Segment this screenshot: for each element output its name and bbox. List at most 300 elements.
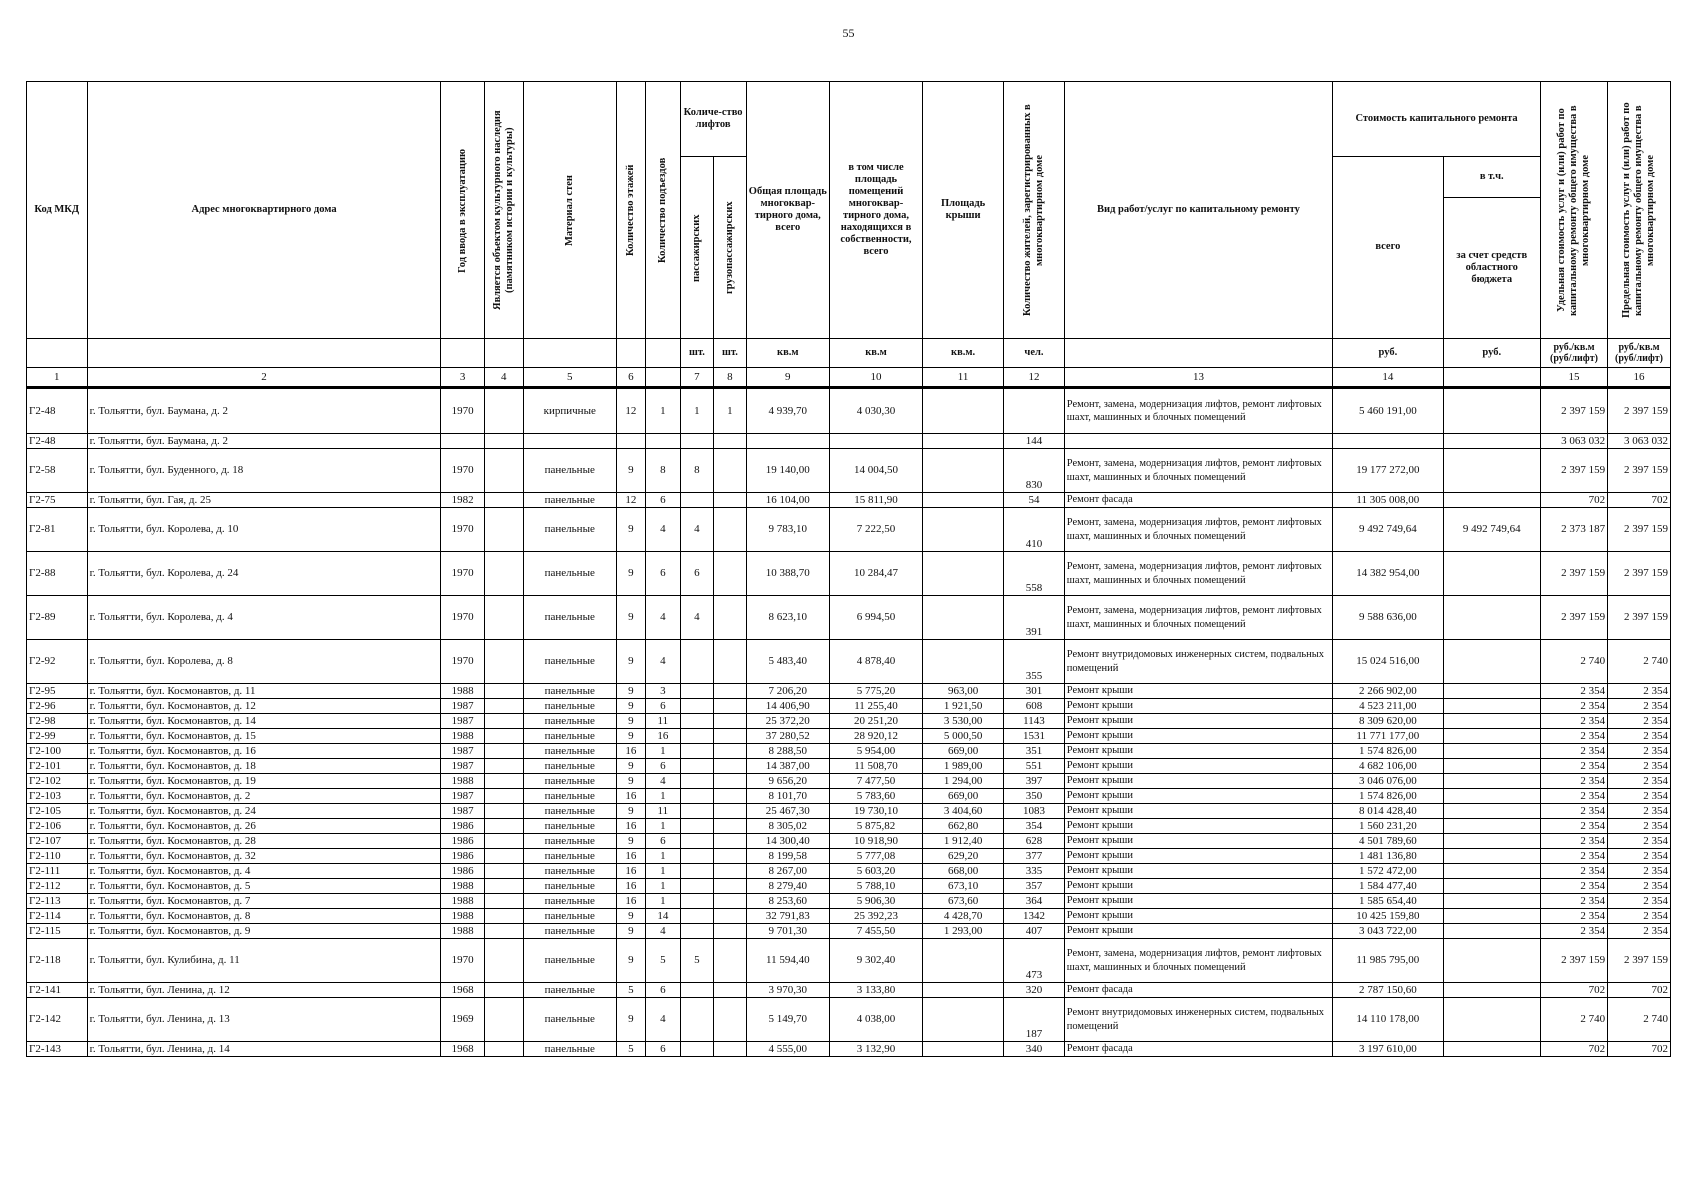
cell-heritage xyxy=(484,744,523,759)
cell-work-type: Ремонт крыши xyxy=(1064,714,1332,729)
cell-specific-cost: 2 397 159 xyxy=(1540,388,1607,434)
column-number: 3 xyxy=(441,368,484,388)
cell-residents: 54 xyxy=(1004,493,1065,508)
cell-heritage xyxy=(484,789,523,804)
cell-cargo-lifts xyxy=(714,879,746,894)
cell-residents: 830 xyxy=(1004,449,1065,493)
cell-heritage xyxy=(484,449,523,493)
cell-passenger-lifts: 4 xyxy=(680,596,714,640)
cell-roof-area: 3 404,60 xyxy=(923,804,1004,819)
cell-residents: 1143 xyxy=(1004,714,1065,729)
cell-entrances: 4 xyxy=(646,640,681,684)
cell-regional xyxy=(1443,834,1540,849)
cell-regional xyxy=(1443,789,1540,804)
cell-regional xyxy=(1443,552,1540,596)
cell-code: Г2-106 xyxy=(27,819,88,834)
cell-passenger-lifts xyxy=(680,909,714,924)
cell-regional xyxy=(1443,699,1540,714)
cell-owned-area: 10 284,47 xyxy=(829,552,922,596)
cell-entrances: 3 xyxy=(646,684,681,699)
cell-work-type xyxy=(1064,434,1332,449)
cell-code: Г2-142 xyxy=(27,998,88,1042)
cell-passenger-lifts xyxy=(680,699,714,714)
cell-total-area: 37 280,52 xyxy=(746,729,829,744)
cell-floors: 16 xyxy=(616,819,645,834)
cell-year: 1986 xyxy=(441,819,484,834)
cell-material: панельные xyxy=(523,804,616,819)
cell-floors: 16 xyxy=(616,879,645,894)
unit-area: кв.м. xyxy=(923,339,1004,368)
cell-entrances: 1 xyxy=(646,819,681,834)
column-number: 12 xyxy=(1004,368,1065,388)
cell-year: 1968 xyxy=(441,1042,484,1057)
cell-roof-area xyxy=(923,939,1004,983)
header-entrances: Количество подъездов xyxy=(656,157,668,263)
cell-regional xyxy=(1443,864,1540,879)
cell-regional xyxy=(1443,684,1540,699)
cell-specific-cost: 2 354 xyxy=(1540,774,1607,789)
cell-cargo-lifts xyxy=(714,998,746,1042)
table-row xyxy=(27,388,1671,434)
cell-regional xyxy=(1443,983,1540,998)
cell-work-type: Ремонт, замена, модернизация лифтов, ремонт лифтовых шахт, машинных и блочных помещений xyxy=(1064,449,1332,493)
cell-passenger-lifts xyxy=(680,714,714,729)
cell-roof-area: 669,00 xyxy=(923,789,1004,804)
cell-material: панельные xyxy=(523,789,616,804)
cell-material: панельные xyxy=(523,924,616,939)
cell-roof-area: 4 428,70 xyxy=(923,909,1004,924)
cell-residents xyxy=(1004,388,1065,434)
cell-owned-area: 7 222,50 xyxy=(829,508,922,552)
table-row xyxy=(27,819,1671,834)
cell-floors: 16 xyxy=(616,744,645,759)
cell-limit-cost: 2 397 159 xyxy=(1608,552,1671,596)
cell-residents: 391 xyxy=(1004,596,1065,640)
cell-total-area: 9 783,10 xyxy=(746,508,829,552)
cell-limit-cost: 702 xyxy=(1608,1042,1671,1057)
cell-total-area: 8 623,10 xyxy=(746,596,829,640)
cell-limit-cost: 3 063 032 xyxy=(1608,434,1671,449)
column-number: 13 xyxy=(1064,368,1332,388)
cell-heritage xyxy=(484,508,523,552)
cell-floors: 9 xyxy=(616,939,645,983)
cell-heritage xyxy=(484,998,523,1042)
cell-cargo-lifts xyxy=(714,849,746,864)
cell-material: панельные xyxy=(523,552,616,596)
cell-residents: 558 xyxy=(1004,552,1065,596)
column-number: 6 xyxy=(616,368,645,388)
cell-owned-area: 3 132,90 xyxy=(829,1042,922,1057)
cell-code: Г2-96 xyxy=(27,699,88,714)
cell-total-area: 8 305,02 xyxy=(746,819,829,834)
cell-cost-total: 1 585 654,40 xyxy=(1333,894,1443,909)
cell-cost-total: 1 572 472,00 xyxy=(1333,864,1443,879)
cell-passenger-lifts xyxy=(680,983,714,998)
cell-code: Г2-75 xyxy=(27,493,88,508)
cell-work-type: Ремонт, замена, модернизация лифтов, ремонт лифтовых шахт, машинных и блочных помещений xyxy=(1064,939,1332,983)
header-specific-cost: Удельная стоимость услуг и (или) работ по капитальному ремонту общего имущества в многоквартирном доме xyxy=(1555,104,1592,316)
cell-regional xyxy=(1443,449,1540,493)
header-roof-area: Площадь крыши xyxy=(923,82,1004,339)
cell-roof-area xyxy=(923,640,1004,684)
cell-owned-area: 28 920,12 xyxy=(829,729,922,744)
cell-total-area: 3 970,30 xyxy=(746,983,829,998)
cell-roof-area xyxy=(923,1042,1004,1057)
cell-cost-total: 14 110 178,00 xyxy=(1333,998,1443,1042)
cell-year: 1987 xyxy=(441,789,484,804)
cell-specific-cost: 2 397 159 xyxy=(1540,596,1607,640)
cell-total-area xyxy=(746,434,829,449)
cell-heritage xyxy=(484,849,523,864)
cell-roof-area xyxy=(923,449,1004,493)
cell-floors: 9 xyxy=(616,640,645,684)
cell-residents: 551 xyxy=(1004,759,1065,774)
cell-entrances: 1 xyxy=(646,388,681,434)
cell-total-area: 8 199,58 xyxy=(746,849,829,864)
cell-regional xyxy=(1443,804,1540,819)
cell-specific-cost: 2 354 xyxy=(1540,684,1607,699)
cell-specific-cost: 2 354 xyxy=(1540,789,1607,804)
column-number: 4 xyxy=(484,368,523,388)
cell-code: Г2-143 xyxy=(27,1042,88,1057)
cell-roof-area: 673,10 xyxy=(923,879,1004,894)
cell-cost-total: 1 481 136,80 xyxy=(1333,849,1443,864)
header-cost: Стоимость капитального ремонта xyxy=(1333,82,1541,157)
cell-material: панельные xyxy=(523,449,616,493)
cell-material: панельные xyxy=(523,1042,616,1057)
cell-entrances: 4 xyxy=(646,924,681,939)
cell-limit-cost: 2 354 xyxy=(1608,879,1671,894)
cell-year: 1970 xyxy=(441,552,484,596)
cell-roof-area: 1 989,00 xyxy=(923,759,1004,774)
cell-regional xyxy=(1443,879,1540,894)
cell-owned-area: 5 875,82 xyxy=(829,819,922,834)
cell-passenger-lifts xyxy=(680,924,714,939)
cell-year: 1970 xyxy=(441,388,484,434)
cell-total-area: 25 372,20 xyxy=(746,714,829,729)
cell-cost-total xyxy=(1333,434,1443,449)
cell-heritage xyxy=(484,493,523,508)
cell-roof-area: 963,00 xyxy=(923,684,1004,699)
unit-pcs: шт. xyxy=(714,339,746,368)
cell-limit-cost: 2 354 xyxy=(1608,834,1671,849)
cell-heritage xyxy=(484,1042,523,1057)
cell-limit-cost: 2 397 159 xyxy=(1608,388,1671,434)
table-row xyxy=(27,804,1671,819)
header-limit-cost: Предельная стоимость услуг и (или) работ по капитальному ремонту общего имущества в многоквартирном доме xyxy=(1620,102,1657,318)
cell-work-type: Ремонт внутридомовых инженерных систем, подвальных помещений xyxy=(1064,998,1332,1042)
cell-address: г. Тольятти, бул. Королева, д. 10 xyxy=(87,508,441,552)
table-row xyxy=(27,939,1671,983)
cell-cargo-lifts xyxy=(714,508,746,552)
cell-work-type: Ремонт крыши xyxy=(1064,864,1332,879)
cell-owned-area: 20 251,20 xyxy=(829,714,922,729)
cell-owned-area: 11 255,40 xyxy=(829,699,922,714)
cell-cost-total: 10 425 159,80 xyxy=(1333,909,1443,924)
cell-work-type: Ремонт крыши xyxy=(1064,924,1332,939)
column-number xyxy=(646,368,681,388)
cell-work-type: Ремонт фасада xyxy=(1064,1042,1332,1057)
cell-passenger-lifts xyxy=(680,864,714,879)
cell-material: кирпичные xyxy=(523,388,616,434)
column-number: 15 xyxy=(1540,368,1607,388)
cell-passenger-lifts xyxy=(680,434,714,449)
cell-cost-total: 8 309 620,00 xyxy=(1333,714,1443,729)
cell-owned-area: 7 455,50 xyxy=(829,924,922,939)
cell-cargo-lifts xyxy=(714,684,746,699)
cell-total-area: 4 555,00 xyxy=(746,1042,829,1057)
cell-total-area: 8 253,60 xyxy=(746,894,829,909)
cell-work-type: Ремонт крыши xyxy=(1064,744,1332,759)
cell-work-type: Ремонт фасада xyxy=(1064,983,1332,998)
cell-work-type: Ремонт крыши xyxy=(1064,909,1332,924)
cell-passenger-lifts: 6 xyxy=(680,552,714,596)
cell-address: г. Тольятти, бул. Баумана, д. 2 xyxy=(87,434,441,449)
cell-cargo-lifts xyxy=(714,759,746,774)
header-residents: Количество жителей, зарегистрированных в многоквартирном доме xyxy=(1021,104,1045,316)
cell-work-type: Ремонт крыши xyxy=(1064,774,1332,789)
header-heritage: Является объектом культурного наследия (памятником истории и культуры) xyxy=(491,110,515,310)
cell-code: Г2-88 xyxy=(27,552,88,596)
cell-year: 1988 xyxy=(441,729,484,744)
cell-passenger-lifts xyxy=(680,759,714,774)
cell-entrances: 14 xyxy=(646,909,681,924)
cell-cargo-lifts xyxy=(714,983,746,998)
cell-cost-total: 11 771 177,00 xyxy=(1333,729,1443,744)
cell-specific-cost: 2 740 xyxy=(1540,640,1607,684)
cell-limit-cost: 2 397 159 xyxy=(1608,939,1671,983)
cell-cargo-lifts xyxy=(714,819,746,834)
cell-entrances: 1 xyxy=(646,789,681,804)
cell-residents: 144 xyxy=(1004,434,1065,449)
cell-limit-cost: 2 397 159 xyxy=(1608,596,1671,640)
cell-material: панельные xyxy=(523,819,616,834)
cell-total-area: 14 406,90 xyxy=(746,699,829,714)
cell-roof-area: 669,00 xyxy=(923,744,1004,759)
cell-address: г. Тольятти, бул. Космонавтов, д. 26 xyxy=(87,819,441,834)
cell-code: Г2-110 xyxy=(27,849,88,864)
column-number: 11 xyxy=(923,368,1004,388)
cell-passenger-lifts xyxy=(680,819,714,834)
cell-heritage xyxy=(484,804,523,819)
cell-owned-area xyxy=(829,434,922,449)
cell-address: г. Тольятти, бул. Космонавтов, д. 5 xyxy=(87,879,441,894)
cell-material: панельные xyxy=(523,998,616,1042)
unit-area: кв.м xyxy=(746,339,829,368)
cell-cargo-lifts xyxy=(714,789,746,804)
cell-limit-cost: 2 354 xyxy=(1608,924,1671,939)
cell-heritage xyxy=(484,834,523,849)
cell-work-type: Ремонт крыши xyxy=(1064,804,1332,819)
unit-rub: руб. xyxy=(1333,339,1443,368)
cell-year: 1986 xyxy=(441,849,484,864)
cell-floors: 12 xyxy=(616,493,645,508)
cell-regional xyxy=(1443,819,1540,834)
cell-year: 1988 xyxy=(441,879,484,894)
cell-owned-area: 4 038,00 xyxy=(829,998,922,1042)
cell-work-type: Ремонт крыши xyxy=(1064,834,1332,849)
cell-heritage xyxy=(484,819,523,834)
cell-limit-cost: 2 354 xyxy=(1608,804,1671,819)
cell-year: 1987 xyxy=(441,744,484,759)
cell-work-type: Ремонт крыши xyxy=(1064,759,1332,774)
cell-year: 1988 xyxy=(441,774,484,789)
cell-cost-total: 9 588 636,00 xyxy=(1333,596,1443,640)
cell-specific-cost: 2 354 xyxy=(1540,699,1607,714)
cell-floors: 9 xyxy=(616,699,645,714)
unit-rub: руб. xyxy=(1443,339,1540,368)
cell-material: панельные xyxy=(523,879,616,894)
cell-address: г. Тольятти, бул. Космонавтов, д. 19 xyxy=(87,774,441,789)
cell-entrances: 4 xyxy=(646,596,681,640)
cell-floors xyxy=(616,434,645,449)
cell-limit-cost: 2 354 xyxy=(1608,714,1671,729)
cell-limit-cost: 2 354 xyxy=(1608,789,1671,804)
table-row xyxy=(27,774,1671,789)
cell-cost-total: 3 043 722,00 xyxy=(1333,924,1443,939)
cell-address: г. Тольятти, бул. Ленина, д. 12 xyxy=(87,983,441,998)
cell-cost-total: 3 046 076,00 xyxy=(1333,774,1443,789)
cell-roof-area: 1 921,50 xyxy=(923,699,1004,714)
column-number: 10 xyxy=(829,368,922,388)
cell-address: г. Тольятти, бул. Космонавтов, д. 16 xyxy=(87,744,441,759)
column-number: 9 xyxy=(746,368,829,388)
cell-residents: 340 xyxy=(1004,1042,1065,1057)
cell-code: Г2-48 xyxy=(27,388,88,434)
header-owned-area: в том числе площадь помещений многоквар-тирного дома, находящихся в собственности, всего xyxy=(829,82,922,339)
cell-address: г. Тольятти, бул. Буденного, д. 18 xyxy=(87,449,441,493)
cell-cost-total: 5 460 191,00 xyxy=(1333,388,1443,434)
cell-roof-area: 668,00 xyxy=(923,864,1004,879)
cell-specific-cost: 2 354 xyxy=(1540,849,1607,864)
cell-owned-area: 10 918,90 xyxy=(829,834,922,849)
cell-total-area: 4 939,70 xyxy=(746,388,829,434)
cell-code: Г2-115 xyxy=(27,924,88,939)
cell-floors: 9 xyxy=(616,924,645,939)
cell-specific-cost: 2 354 xyxy=(1540,819,1607,834)
cell-address: г. Тольятти, бул. Космонавтов, д. 4 xyxy=(87,864,441,879)
header-passenger: пассажирских xyxy=(690,213,702,282)
cell-year: 1988 xyxy=(441,924,484,939)
cell-total-area: 8 288,50 xyxy=(746,744,829,759)
cell-limit-cost: 2 354 xyxy=(1608,744,1671,759)
cell-floors: 16 xyxy=(616,864,645,879)
cell-limit-cost: 2 354 xyxy=(1608,699,1671,714)
header-total-area: Общая площадь многоквар-тирного дома, всего xyxy=(746,82,829,339)
cell-residents: 410 xyxy=(1004,508,1065,552)
cell-limit-cost: 702 xyxy=(1608,983,1671,998)
capital-repair-table xyxy=(26,81,1671,1057)
cell-floors: 9 xyxy=(616,759,645,774)
cell-floors: 9 xyxy=(616,774,645,789)
page-number: 55 xyxy=(842,26,855,40)
cell-work-type: Ремонт крыши xyxy=(1064,684,1332,699)
cell-residents: 1531 xyxy=(1004,729,1065,744)
cell-material: панельные xyxy=(523,493,616,508)
cell-year xyxy=(441,434,484,449)
cell-address: г. Тольятти, бул. Космонавтов, д. 14 xyxy=(87,714,441,729)
cell-entrances: 6 xyxy=(646,1042,681,1057)
cell-address: г. Тольятти, бул. Ленина, д. 14 xyxy=(87,1042,441,1057)
cell-year: 1987 xyxy=(441,699,484,714)
cell-entrances xyxy=(646,434,681,449)
table-row xyxy=(27,640,1671,684)
header-material: Материал стен xyxy=(563,174,575,246)
cell-cargo-lifts xyxy=(714,864,746,879)
table-row xyxy=(27,699,1671,714)
cell-specific-cost: 702 xyxy=(1540,493,1607,508)
cell-roof-area: 1 294,00 xyxy=(923,774,1004,789)
table-row xyxy=(27,684,1671,699)
cell-cost-total: 3 197 610,00 xyxy=(1333,1042,1443,1057)
column-number: 5 xyxy=(523,368,616,388)
cell-address: г. Тольятти, бул. Космонавтов, д. 8 xyxy=(87,909,441,924)
column-numbers-row xyxy=(27,368,1671,388)
table-row xyxy=(27,879,1671,894)
cell-owned-area: 14 004,50 xyxy=(829,449,922,493)
cell-material: панельные xyxy=(523,759,616,774)
cell-cargo-lifts xyxy=(714,834,746,849)
cell-cost-total: 15 024 516,00 xyxy=(1333,640,1443,684)
cell-address: г. Тольятти, бул. Кулибина, д. 11 xyxy=(87,939,441,983)
cell-total-area: 19 140,00 xyxy=(746,449,829,493)
cell-work-type: Ремонт крыши xyxy=(1064,894,1332,909)
cell-year: 1970 xyxy=(441,449,484,493)
header-address: Адрес многоквартирного дома xyxy=(87,82,441,339)
cell-limit-cost: 2 740 xyxy=(1608,640,1671,684)
cell-heritage xyxy=(484,924,523,939)
cell-heritage xyxy=(484,983,523,998)
cell-residents: 364 xyxy=(1004,894,1065,909)
cell-passenger-lifts: 8 xyxy=(680,449,714,493)
cell-passenger-lifts: 5 xyxy=(680,939,714,983)
column-number xyxy=(1443,368,1540,388)
cell-residents: 320 xyxy=(1004,983,1065,998)
cell-cargo-lifts xyxy=(714,939,746,983)
cell-entrances: 1 xyxy=(646,864,681,879)
cell-heritage xyxy=(484,729,523,744)
table-row xyxy=(27,729,1671,744)
cell-material: панельные xyxy=(523,849,616,864)
cell-specific-cost: 2 354 xyxy=(1540,864,1607,879)
cell-total-area: 10 388,70 xyxy=(746,552,829,596)
cell-roof-area: 662,80 xyxy=(923,819,1004,834)
cell-work-type: Ремонт, замена, модернизация лифтов, ремонт лифтовых шахт, машинных и блочных помещений xyxy=(1064,388,1332,434)
cell-floors: 9 xyxy=(616,552,645,596)
cell-regional xyxy=(1443,998,1540,1042)
cell-year: 1988 xyxy=(441,909,484,924)
table-row xyxy=(27,449,1671,493)
cell-cargo-lifts xyxy=(714,729,746,744)
header-regional: за счет средств областного бюджета xyxy=(1443,198,1540,339)
cell-material: панельные xyxy=(523,714,616,729)
cell-code: Г2-99 xyxy=(27,729,88,744)
cell-cost-total: 11 985 795,00 xyxy=(1333,939,1443,983)
cell-regional xyxy=(1443,849,1540,864)
cell-cost-total: 1 574 826,00 xyxy=(1333,789,1443,804)
table-row xyxy=(27,849,1671,864)
cell-cost-total: 4 501 789,60 xyxy=(1333,834,1443,849)
cell-year: 1988 xyxy=(441,894,484,909)
cell-entrances: 5 xyxy=(646,939,681,983)
cell-cost-total: 1 574 826,00 xyxy=(1333,744,1443,759)
cell-roof-area: 5 000,50 xyxy=(923,729,1004,744)
cell-cost-total: 14 382 954,00 xyxy=(1333,552,1443,596)
cell-owned-area: 9 302,40 xyxy=(829,939,922,983)
cell-entrances: 1 xyxy=(646,894,681,909)
cell-cargo-lifts xyxy=(714,1042,746,1057)
cell-total-area: 11 594,40 xyxy=(746,939,829,983)
